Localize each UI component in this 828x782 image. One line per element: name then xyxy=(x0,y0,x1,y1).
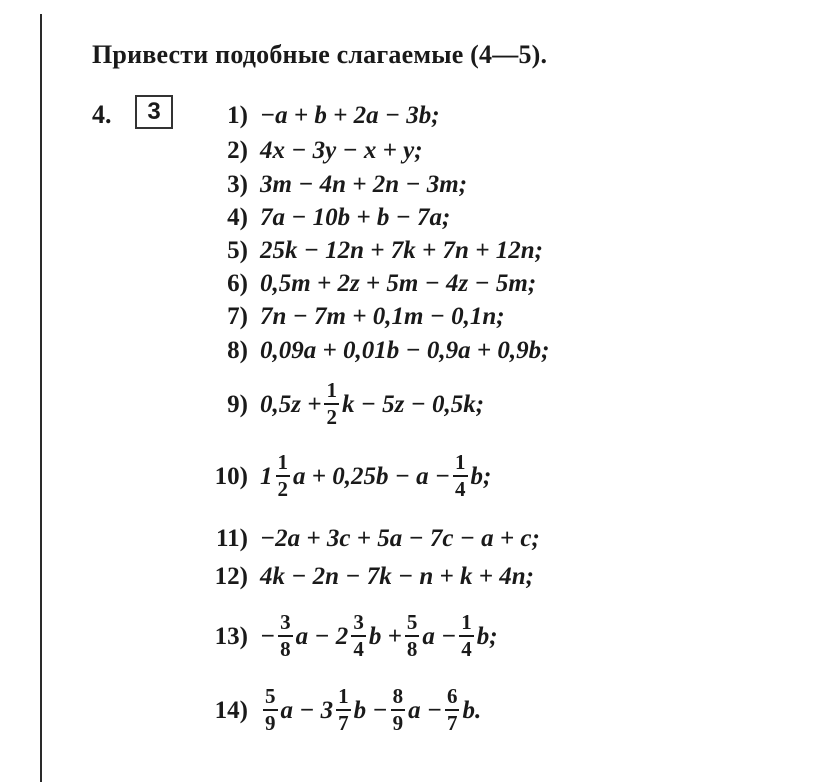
list-item-fraction xyxy=(193,612,498,660)
item-expression: − $\frac{3}{8}$ a − 2 $\frac{3}{4}$ b + $\frac{5}{8}$ a − $\frac{1}{4}$ b; xyxy=(260,610,498,661)
list-item-fraction xyxy=(193,686,481,734)
list-item xyxy=(208,103,440,128)
item-expression: 1 $\frac{1}{2}$ a + 0,25b − a − $\frac{1}{4}$ b; xyxy=(260,450,492,501)
item-number: 10) xyxy=(214,462,248,490)
list-item xyxy=(208,205,450,230)
item-number: 1) xyxy=(227,102,248,129)
list-item xyxy=(208,138,423,163)
item-number: 7) xyxy=(227,303,248,330)
list-item xyxy=(208,271,536,296)
item-number: 9) xyxy=(227,390,248,418)
item-expression: 7n − 7m + 0,1m − 0,1n; xyxy=(260,303,505,330)
item-expression: 4x − 3y − x + y; xyxy=(260,137,423,164)
item-number: 11) xyxy=(216,525,248,552)
item-expression: 7a − 10b + b − 7a; xyxy=(260,204,451,231)
difficulty-level-box: 3 xyxy=(135,95,173,129)
item-number: 14) xyxy=(214,696,248,724)
list-item xyxy=(208,172,467,197)
item-expression: 0,5m + 2z + 5m − 4z − 5m; xyxy=(260,270,537,297)
list-item xyxy=(193,564,534,589)
list-item xyxy=(208,238,543,263)
list-item xyxy=(193,526,540,551)
item-expression: 25k − 12n + 7k + 7n + 12n; xyxy=(260,237,543,264)
item-expression: 0,5z + $\frac{1}{2}$ k − 5z − 0,5k; xyxy=(260,378,485,429)
item-expression: $\frac{5}{9}$ a − 3 $\frac{1}{7}$ b − $\frac{8}{9}$ a − $\frac{6}{7}$ b. xyxy=(265,684,482,735)
item-expression: 0,09a + 0,01b − 0,9a + 0,9b; xyxy=(260,337,550,364)
list-item xyxy=(208,304,505,329)
item-expression: 3m − 4n + 2n − 3m; xyxy=(260,171,468,198)
list-item-fraction xyxy=(208,380,484,428)
list-item xyxy=(208,338,549,363)
left-margin-rule xyxy=(40,14,42,782)
item-number: 2) xyxy=(227,137,248,164)
item-number: 6) xyxy=(227,270,248,297)
item-number: 5) xyxy=(227,237,248,264)
item-expression: −2a + 3c + 5a − 7c − a + c; xyxy=(260,525,540,552)
item-expression: 4k − 2n − 7k − n + k + 4n; xyxy=(260,563,534,590)
item-number: 12) xyxy=(214,563,248,590)
item-number: 4) xyxy=(227,204,248,231)
item-expression: −a + b + 2a − 3b; xyxy=(260,102,440,129)
item-number: 13) xyxy=(214,622,248,650)
list-item-fraction xyxy=(193,452,491,500)
item-number: 3) xyxy=(227,171,248,198)
item-number: 8) xyxy=(227,337,248,364)
exercise-heading: Привести подобные слагаемые (4—5). xyxy=(92,40,548,69)
task-number: 4. xyxy=(92,100,112,129)
